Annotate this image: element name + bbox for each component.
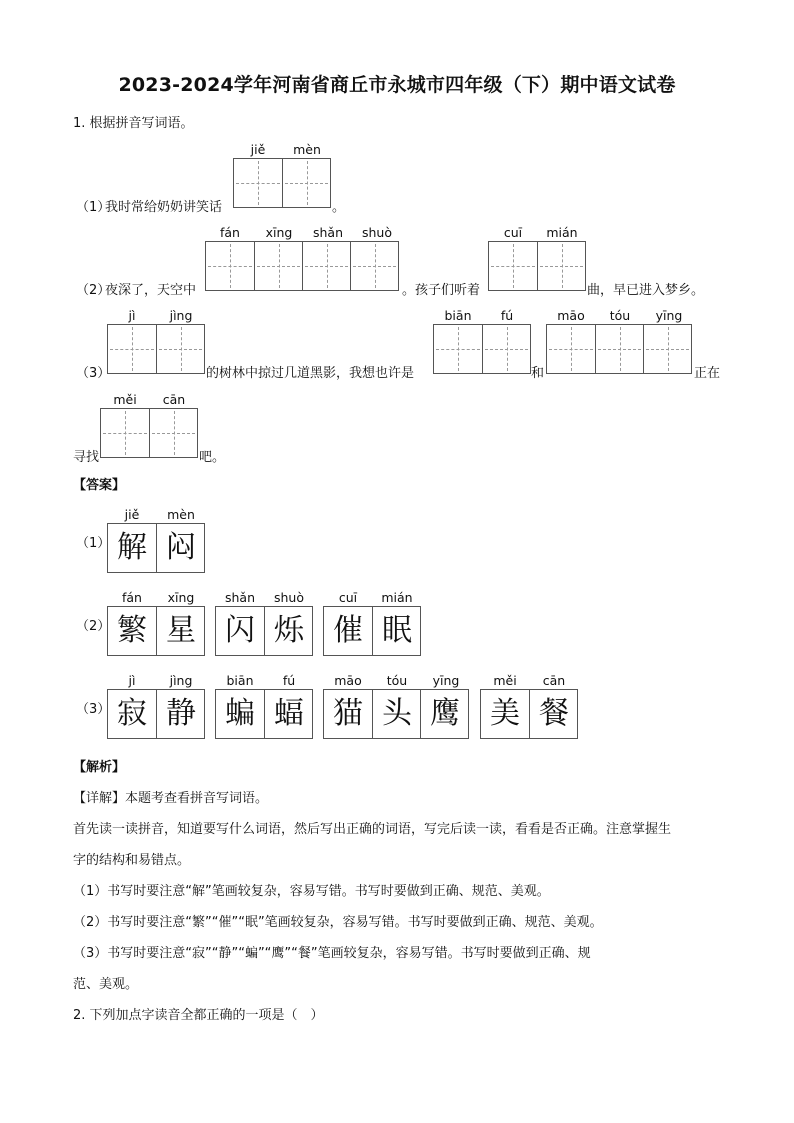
answer-grid [323, 689, 469, 739]
writing-grid[interactable] [100, 408, 198, 458]
answer-char: 静 [166, 696, 196, 731]
pinyin: shuò [361, 225, 392, 240]
pinyin: tóu [609, 308, 631, 323]
item-label: （3） [76, 366, 111, 381]
answer-char: 繁 [117, 613, 147, 648]
pinyin: tóu [386, 673, 408, 688]
pinyin: fán [122, 590, 142, 605]
pinyin: jiě [124, 507, 140, 522]
pinyin: shǎn [224, 590, 256, 605]
pinyin: māo [334, 673, 362, 688]
sentence-text: 的树林中掠过几道黑影，我想也许是 [206, 366, 415, 381]
answer-char: 闷 [166, 530, 196, 565]
answer-char: 头 [382, 696, 412, 731]
pinyin: fú [500, 308, 514, 323]
answer-char: 解 [117, 530, 147, 565]
analysis-paragraph: （3）书写时要注意“寂”“静”“蝙”“鹰”“餐”笔画较复杂，容易写错。书写时要做到正确、规 [73, 946, 591, 961]
pinyin: shǎn [312, 225, 344, 240]
answer-grid [107, 689, 205, 739]
answer-char: 蝙 [225, 696, 255, 731]
answer-char: 寂 [117, 696, 147, 731]
writing-grid[interactable] [546, 324, 692, 374]
pinyin: mèn [167, 507, 195, 522]
answer-label: 【答案】 [73, 478, 126, 493]
sentence-text: 夜深了，天空中 [105, 283, 197, 298]
analysis-paragraph: 字的结构和易错点。 [73, 853, 191, 868]
writing-grid[interactable] [488, 241, 586, 291]
answer-char: 闪 [225, 613, 255, 648]
pinyin: jì [128, 308, 136, 323]
page-title: 2023-2024学年河南省商丘市永城市四年级（下）期中语文试卷 [118, 74, 676, 96]
pinyin: mèn [293, 142, 321, 157]
answer-char: 烁 [274, 613, 304, 648]
pinyin: cān [542, 673, 566, 688]
writing-grid[interactable] [433, 324, 531, 374]
pinyin: biān [226, 673, 254, 688]
answer-char: 餐 [539, 696, 569, 731]
answer-char: 猫 [333, 696, 363, 731]
pinyin: cuī [503, 225, 523, 240]
pinyin: xīng [167, 590, 195, 605]
answer-grid [215, 689, 313, 739]
answer-grid [480, 689, 578, 739]
pinyin: mián [546, 225, 578, 240]
analysis-paragraph: （1）书写时要注意“解”笔画较复杂，容易写错。书写时要做到正确、规范、美观。 [73, 884, 550, 899]
answer-char: 催 [333, 613, 363, 648]
item-label: （1） [76, 536, 111, 551]
pinyin: yīng [432, 673, 460, 688]
writing-grid[interactable] [233, 158, 331, 208]
pinyin: fú [282, 673, 296, 688]
pinyin: měi [113, 392, 137, 407]
analysis-paragraph: 首先读一读拼音，知道要写什么词语，然后写出正确的词语，写完后读一读，看看是否正确。注意掌握生 [73, 822, 672, 837]
pinyin: xīng [265, 225, 293, 240]
pinyin: jì [128, 673, 136, 688]
sentence-text: 我时常给奶奶讲笑话 [105, 200, 223, 215]
item-label: （1） [76, 200, 111, 215]
pinyin: shuò [273, 590, 304, 605]
pinyin: cān [162, 392, 186, 407]
question-1-stem: 1. 根据拼音写词语。 [73, 116, 194, 131]
pinyin: jìng [169, 673, 193, 688]
sentence-text: 。孩子们听着 [402, 283, 481, 298]
answer-grid [107, 523, 205, 573]
sentence-text: 寻找 [73, 450, 100, 465]
pinyin: mián [381, 590, 413, 605]
pinyin: biān [444, 308, 472, 323]
answer-char: 眠 [382, 613, 412, 648]
pinyin: jìng [169, 308, 193, 323]
sentence-text: 吧。 [199, 450, 226, 465]
writing-grid[interactable] [205, 241, 399, 291]
sentence-text: 正在 [694, 366, 721, 381]
pinyin: cuī [338, 590, 358, 605]
answer-char: 鹰 [430, 696, 460, 731]
pinyin: fán [220, 225, 240, 240]
sentence-text: 和 [531, 366, 545, 381]
analysis-detail: 【详解】本题考查看拼音写词语。 [73, 791, 269, 806]
pinyin: měi [493, 673, 517, 688]
pinyin: māo [557, 308, 585, 323]
item-label: （2） [76, 619, 111, 634]
analysis-paragraph: （2）书写时要注意“繁”“催”“眠”笔画较复杂，容易写错。书写时要做到正确、规范、美观。 [73, 915, 603, 930]
writing-grid[interactable] [107, 324, 205, 374]
answer-char: 美 [490, 696, 520, 731]
answer-grid [323, 606, 421, 656]
item-label: （2） [76, 283, 111, 298]
answer-char: 蝠 [274, 696, 304, 731]
sentence-text: 曲，早已进入梦乡。 [587, 283, 705, 298]
pinyin: yīng [655, 308, 683, 323]
item-label: （3） [76, 702, 111, 717]
pinyin: jiě [250, 142, 266, 157]
answer-grid [107, 606, 205, 656]
sentence-text: 。 [332, 200, 346, 215]
answer-char: 星 [166, 613, 196, 648]
analysis-label: 【解析】 [73, 760, 126, 775]
answer-grid [215, 606, 313, 656]
analysis-paragraph: 范、美观。 [73, 977, 139, 992]
question-2-stem: 2. 下列加点字读音全都正确的一项是（ ） [73, 1008, 324, 1023]
